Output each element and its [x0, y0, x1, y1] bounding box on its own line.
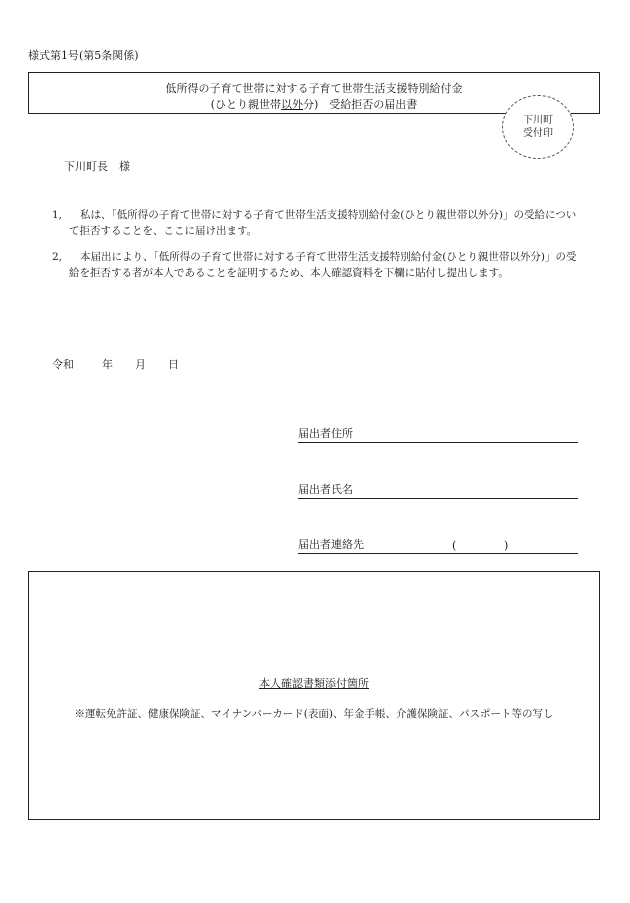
date-month: 月: [135, 358, 146, 371]
addressee: 下川町長 様: [64, 160, 130, 173]
item-number: 2,: [52, 251, 63, 263]
id-document-attachment-area[interactable]: [28, 571, 600, 820]
contact-paren-close: ): [504, 539, 509, 552]
item-number: 1,: [52, 209, 63, 221]
contact-paren-open: (: [452, 539, 457, 552]
title-line-2-underlined: 以外: [281, 98, 303, 111]
date-era: 令和: [52, 358, 74, 371]
applicant-address-label: 届出者住所: [298, 427, 353, 440]
item-text: 本届出により、「低所得の子育て世帯に対する子育て世帯生活支援特別給付金(ひとり親世帯以外分)」の受給を拒否する者が本人であることを証明するため、本人確認資料を下欄に貼付し提出します。: [69, 251, 577, 280]
applicant-contact-label: 届出者連絡先: [298, 538, 364, 551]
applicant-name-label: 届出者氏名: [298, 483, 353, 496]
statement-item-2: [52, 249, 582, 282]
title-line-1: 低所得の子育て世帯に対する子育て世帯生活支援特別給付金: [165, 82, 463, 95]
title-line-2-end: 分) 受給拒否の届出書: [303, 98, 418, 111]
statement-item-1: [52, 207, 582, 240]
date-year: 年: [102, 358, 113, 371]
date-line: [52, 356, 179, 372]
applicant-contact-field[interactable]: [298, 539, 578, 554]
stamp-line-1: 下川町: [523, 115, 553, 126]
title-line-2-start: (ひとり親世帯: [210, 98, 281, 111]
stamp-line-2: 受付印: [523, 128, 553, 139]
item-text: 私は、「低所得の子育て世帯に対する子育て世帯生活支援特別給付金(ひとり親世帯以外分)」の受給について拒否することを、ここに届け出ます。: [69, 209, 577, 238]
id-attachment-title: 本人確認書類添付箇所: [259, 677, 369, 690]
id-attachment-note: ※運転免許証、健康保険証、マイナンバーカード(表面)、年金手帳、介護保険証、パスポート等の写し: [74, 708, 554, 720]
reception-stamp-area: [502, 95, 574, 159]
applicant-address-field[interactable]: [298, 428, 578, 443]
form-number: 様式第1号(第5条関係): [28, 49, 139, 62]
applicant-name-field[interactable]: [298, 484, 578, 499]
date-day: 日: [168, 358, 179, 371]
